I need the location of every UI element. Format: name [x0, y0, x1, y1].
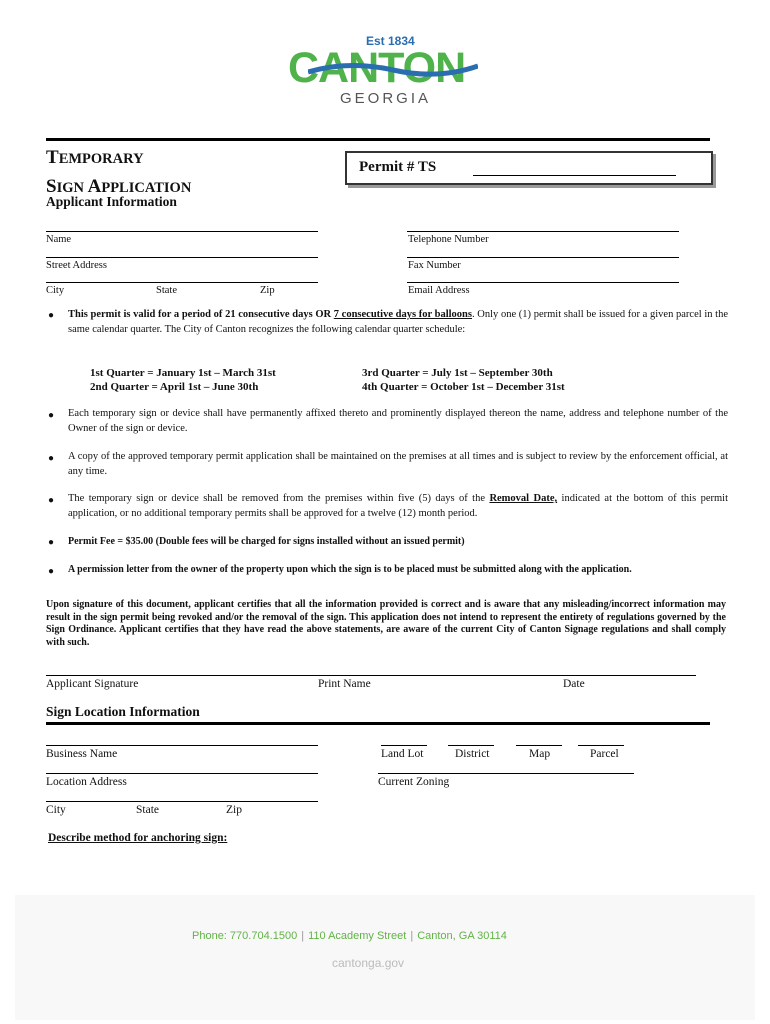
- location-address-field[interactable]: [46, 773, 318, 774]
- quarter-3: 3rd Quarter = July 1st – September 30th: [362, 367, 553, 379]
- title-cap: A: [87, 176, 102, 197]
- fee-text: Permit Fee = $35.00 (Double fees will be charged for signs installed without an issued permit): [68, 536, 465, 547]
- bullet-icon: ●: [48, 566, 55, 577]
- removal-text: [68, 491, 728, 521]
- title-cap: S: [46, 176, 57, 197]
- telephone-label: Telephone Number: [408, 234, 489, 245]
- footer-citystate: Canton, GA 30114: [417, 930, 507, 942]
- logo-state: GEORGIA: [340, 90, 432, 107]
- location-rule: [46, 722, 710, 725]
- bullet-icon: ●: [48, 310, 55, 321]
- district-label: District: [455, 748, 490, 760]
- permission-text: A permission letter from the owner of the property upon which the sign is to be placed must be submitted along with the application.: [68, 564, 632, 575]
- certification-text: Upon signature of this document, applicant certifies that all the information provided is correct and is aware that any misleading/incorrect information may result in the sign permit being revoked and/or the removal of the sign. This application does not intend to represent the entirety of regulations governed by the Sign Ordinance. Applicant certifies that they have read the above statements, are aware of the current City of Canton Signage regulations and shall comply with such.: [46, 599, 726, 648]
- logo-est: Est 1834: [366, 34, 415, 48]
- applicant-signature-label: Applicant Signature: [46, 678, 139, 690]
- validity-bold: This permit is valid for a period of 21 consecutive days OR: [68, 309, 334, 320]
- city-label: City: [46, 285, 65, 296]
- zoning-label: Current Zoning: [378, 776, 450, 788]
- city-state-zip-field[interactable]: [46, 282, 318, 283]
- validity-rest: . Only one (1) permit shall be issued for a given parcel in the same calendar quarter. The City of Canton recognizes the following calendar quarter schedule:: [68, 309, 728, 335]
- copy-text: A copy of the approved temporary permit application shall be maintained on the premises at all times and is subject to review by the enforcement official, at any time.: [68, 451, 728, 477]
- bullet-icon: ●: [48, 410, 55, 421]
- logo-name: CANTON: [288, 44, 466, 92]
- validity-text: [68, 307, 728, 337]
- state-label: State: [156, 285, 177, 296]
- permit-number-box: [345, 151, 713, 185]
- title-rest: EMPORARY: [58, 151, 144, 167]
- permit-number-field[interactable]: [473, 175, 676, 176]
- name-label: Name: [46, 234, 72, 245]
- signature-field[interactable]: [46, 675, 696, 676]
- title-rest: IGN: [56, 180, 88, 196]
- zoning-field[interactable]: [378, 773, 634, 774]
- removal-a: The temporary sign or device shall be removed from the premises within five (5) days of the: [68, 493, 490, 504]
- balloons-text: 7 consecutive days for balloons: [333, 309, 472, 320]
- land-lot-field[interactable]: [381, 745, 427, 746]
- zip-label: Zip: [260, 285, 275, 296]
- anchoring-text: Describe method for anchoring sign: [48, 832, 224, 844]
- print-name-label: Print Name: [318, 678, 371, 690]
- footer-address: 110 Academy Street: [308, 930, 407, 942]
- quarter-2: 2nd Quarter = April 1st – June 30th: [90, 381, 259, 393]
- footer-contact: Phone: 770.704.1500 | 110 Academy Street | Canton, GA 30114: [192, 930, 507, 942]
- date-label: Date: [563, 678, 585, 690]
- parcel-label: Parcel: [590, 748, 619, 760]
- owner-info-text: Each temporary sign or device shall have permanently affixed thereto and prominently displayed thereon the name, address and telephone number of the Owner of the sign or device.: [68, 408, 728, 434]
- fax-field[interactable]: [407, 257, 679, 258]
- fax-label: Fax Number: [408, 260, 461, 271]
- bullet-icon: ●: [48, 453, 55, 464]
- business-field[interactable]: [46, 745, 318, 746]
- business-label: Business Name: [46, 748, 118, 760]
- name-field[interactable]: [46, 231, 318, 232]
- map-label: Map: [529, 748, 551, 760]
- location-state-label: State: [136, 804, 159, 816]
- quarter-4: 4th Quarter = October 1st – December 31st: [362, 381, 565, 393]
- location-heading: Sign Location Information: [46, 704, 200, 719]
- district-field[interactable]: [448, 745, 494, 746]
- title-rest: PPLICATION: [101, 180, 192, 196]
- removal-b: indicated at the bottom of this permit application, or no additional temporary permits shall be approved for a twelve (12) month period.: [68, 493, 728, 519]
- bullet-icon: ●: [48, 495, 55, 506]
- location-address-label: Location Address: [46, 776, 127, 788]
- footer-website[interactable]: cantonga.gov: [332, 956, 405, 970]
- street-field[interactable]: [46, 257, 318, 258]
- email-label: Email Address: [408, 285, 470, 296]
- telephone-field[interactable]: [407, 231, 679, 232]
- location-city-label: City: [46, 804, 66, 816]
- quarters-right: [362, 366, 565, 394]
- land-lot-label: Land Lot: [381, 748, 424, 760]
- footer-phone: Phone: 770.704.1500: [192, 930, 298, 942]
- parcel-field[interactable]: [578, 745, 624, 746]
- quarter-1: 1st Quarter = January 1st – March 31st: [90, 367, 276, 379]
- wave-icon: [308, 58, 478, 80]
- location-city-field[interactable]: [46, 801, 318, 802]
- location-zip-label: Zip: [226, 804, 242, 816]
- applicant-heading: Applicant Information: [46, 194, 177, 209]
- top-rule: [46, 138, 710, 141]
- quarters-left: [90, 366, 276, 394]
- anchoring-label: Describe method for anchoring sign:: [48, 832, 228, 844]
- map-field[interactable]: [516, 745, 562, 746]
- removal-date: Removal Date,: [489, 493, 558, 504]
- bullet-icon: ●: [48, 537, 55, 548]
- city-logo: [288, 34, 484, 110]
- email-field[interactable]: [407, 282, 679, 283]
- permit-label: Permit # TS: [359, 159, 437, 175]
- title-cap: T: [46, 147, 59, 168]
- street-label: Street Address: [46, 260, 107, 271]
